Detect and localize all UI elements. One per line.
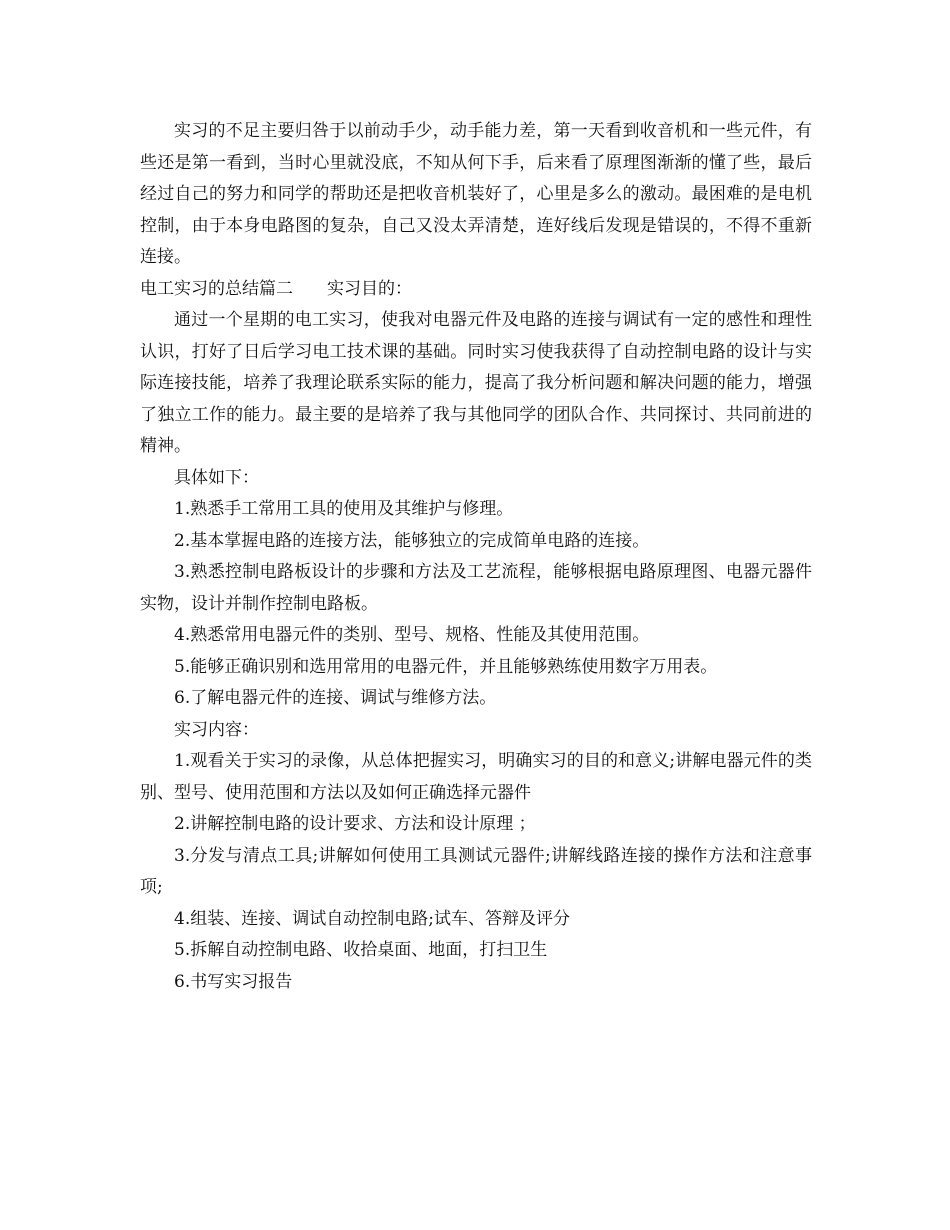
content-item: 2.讲解控制电路的设计要求、方法和设计原理 ； [174,814,536,834]
content-item: 5.拆解自动控制电路、收拾桌面、地面，打扫卫生 [174,940,548,960]
goal-item: 4.熟悉常用电器元件的类别、型号、规格、性能及其使用范围。 [174,625,650,645]
content-item: 4.组装、连接、调试自动控制电路;试车、答辩及评分 [174,908,570,929]
document-body [140,116,812,998]
content-item: 1.观看关于实习的录像，从总体把握实习，明确实习的目的和意义;讲解电器元件的类别、型号、使用范围和方法以及如何正确选择元器件 [140,751,812,803]
section-title: 电工实习的总结篇二 [140,278,293,299]
section-subtitle: 实习目的： [327,278,412,299]
details-label: 具体如下： [174,467,259,488]
paragraph-purpose: 通过一个星期的电工实习，使我对电器元件及电路的连接与调试有一定的感性和理性认识，打好了日后学习电工技术课的基础。同时实习使我获得了自动控制电路的设计与实际连接技能，培养了我理论联系实际的能力，提高了我分析问题和解决问题的能力，增强了独立工作的能力。最主要的是培养了我与其他同学的团队合作、共同探讨、共同前进的精神。 [140,310,812,456]
goal-item: 2.基本掌握电路的连接方法，能够独立的完成简单电路的连接。 [174,530,650,551]
section-heading [140,274,812,306]
goal-item: 5.能够正确识别和选用常用的电器元件，并且能够熟练使用数字万用表。 [174,656,718,677]
goal-item: 1.熟悉手工常用工具的使用及其维护与修理。 [174,499,514,519]
goal-item: 6.了解电器元件的连接、调试与维修方法。 [174,688,497,708]
content-item: 3.分发与清点工具;讲解如何使用工具测试元器件;讲解线路连接的操作方法和注意事项; [140,845,812,897]
content-item: 6.书写实习报告 [174,971,293,992]
content-label: 实习内容： [174,719,259,740]
paragraph-shortcomings: 实习的不足主要归咎于以前动手少，动手能力差，第一天看到收音机和一些元件，有些还是第一看到，当时心里就没底，不知从何下手，后来看了原理图渐渐的懂了些，最后经过自己的努力和同学的帮助还是把收音机装好了，心里是多么的激动。最困难的是电机控制，由于本身电路图的复杂，自己又没太弄清楚，连好线后发现是错误的，不得不重新连接。 [140,121,812,267]
goal-item: 3.熟悉控制电路板设计的步骤和方法及工艺流程，能够根据电路原理图、电器元器件实物，设计并制作控制电路板。 [140,562,812,614]
